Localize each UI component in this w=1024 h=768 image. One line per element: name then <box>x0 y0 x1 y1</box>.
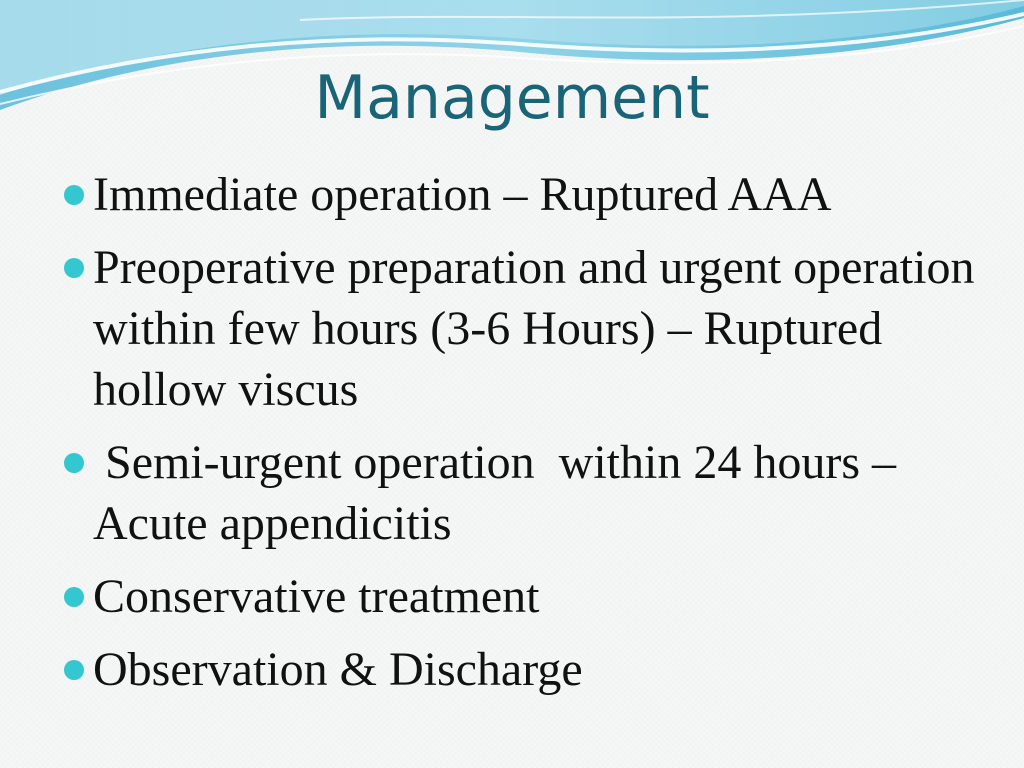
bullet-dot-icon <box>64 587 84 607</box>
bullet-item <box>64 432 984 554</box>
bullet-dot-icon <box>64 258 84 278</box>
bullet-text: Semi-urgent operation within 24 hours – Acute appendicitis <box>93 436 906 550</box>
bullet-dot-icon <box>64 185 84 205</box>
bullet-text: Immediate operation – Ruptured AAA <box>93 168 832 221</box>
bullet-text: Preoperative preparation and urgent operation within few hours (3-6 Hours) – Ruptured hollow viscus <box>93 241 975 416</box>
slide-title: Management <box>314 63 710 133</box>
bullet-dot-icon <box>64 453 84 473</box>
bullet-text: Conservative treatment <box>93 570 540 623</box>
bullet-item <box>64 639 984 700</box>
bullet-dot-icon <box>64 660 84 680</box>
bullet-list <box>64 164 984 712</box>
bullet-item <box>64 566 984 627</box>
bullet-item <box>64 237 984 420</box>
bullet-text: Observation & Discharge <box>93 643 583 696</box>
bullet-item <box>64 164 984 225</box>
